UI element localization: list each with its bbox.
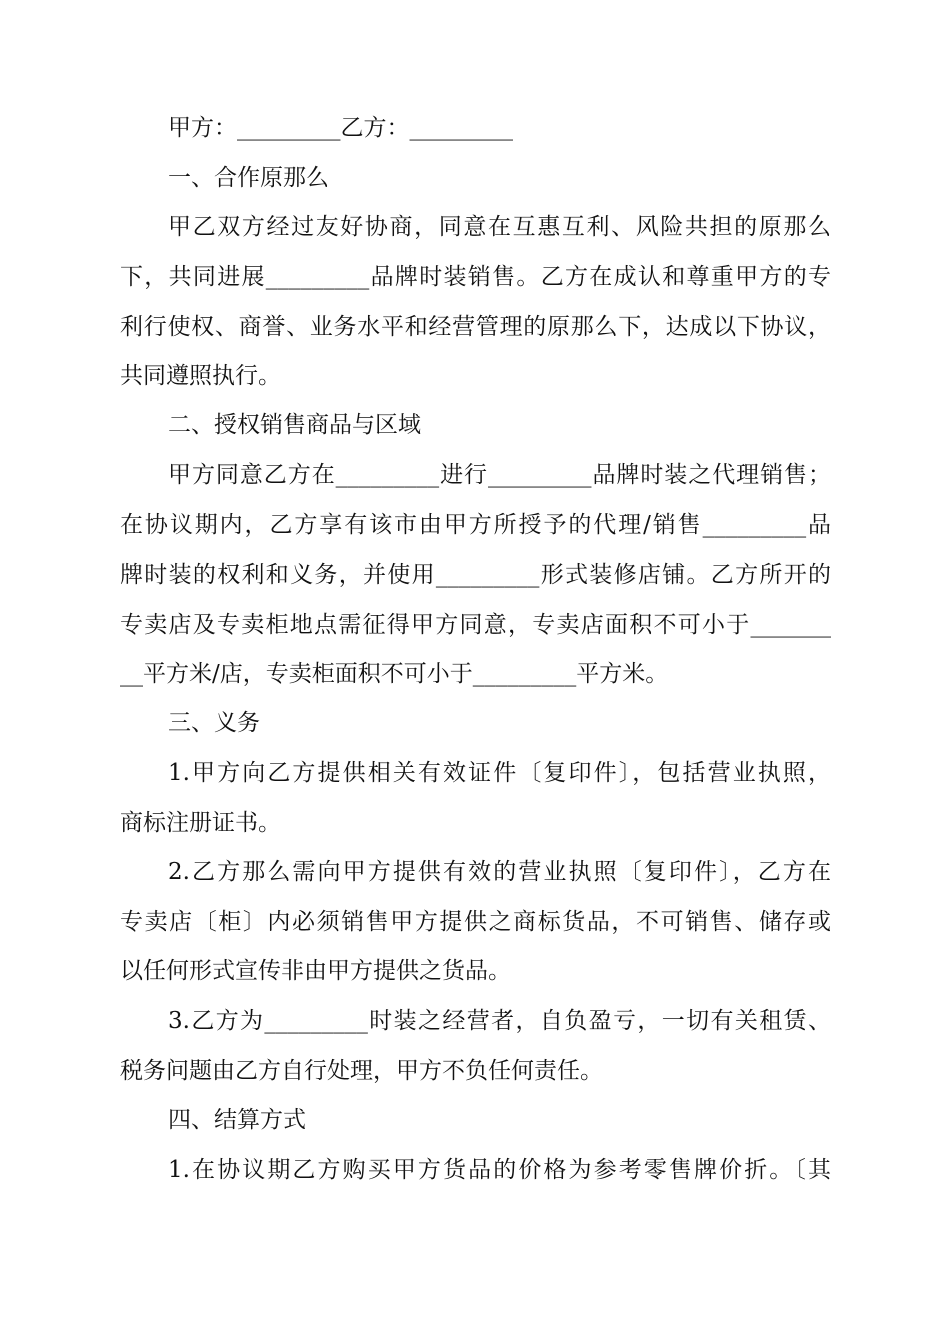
section-heading-1: 一、合作原那么	[168, 165, 329, 191]
section-heading-4: 四、结算方式	[168, 1107, 306, 1133]
paragraph-line: 商标注册证书。	[120, 810, 281, 836]
paragraph-line: 甲方同意乙方在_________进行_________品牌时装之代理销售；	[168, 462, 831, 488]
paragraph-line: 利行使权、商誉、业务水平和经营管理的原那么下，达成以下协议，	[120, 314, 831, 340]
paragraph-line: 专卖店及专卖柜地点需征得甲方同意，专卖店面积不可小于_______	[120, 612, 831, 638]
paragraph-line: 专卖店〔柜〕内必须销售甲方提供之商标货品，不可销售、储存或	[120, 909, 831, 935]
paragraph-line: 牌时装的权利和义务，并使用_________形式装修店铺。乙方所开的	[120, 562, 831, 588]
paragraph-line: 3.乙方为_________时装之经营者，自负盈亏，一切有关租赁、	[168, 1008, 831, 1034]
paragraph-line: 甲乙双方经过友好协商，同意在互惠互利、风险共担的原那么	[168, 214, 831, 240]
paragraph-line: 以任何形式宣传非由甲方提供之货品。	[120, 958, 511, 984]
section-heading-2: 二、授权销售商品与区域	[168, 412, 421, 438]
paragraph-line: 税务问题由乙方自行处理，甲方不负任何责任。	[120, 1058, 603, 1084]
paragraph-line: 共同遵照执行。	[120, 363, 281, 389]
paragraph-line: 1.甲方向乙方提供相关有效证件〔复印件〕，包括营业执照，	[168, 760, 831, 786]
paragraph-line: __平方米/店，专卖柜面积不可小于_________平方米。	[120, 661, 669, 687]
paragraph-line: 在协议期内，乙方享有该市由甲方所授予的代理/销售_________品	[120, 512, 831, 538]
section-heading-3: 三、义务	[168, 710, 260, 736]
paragraph-line: 1.在协议期乙方购买甲方货品的价格为参考零售牌价折。〔其	[168, 1157, 831, 1183]
paragraph-line: 下，共同进展_________品牌时装销售。乙方在成认和尊重甲方的专	[120, 264, 831, 290]
paragraph-line: 2.乙方那么需向甲方提供有效的营业执照〔复印件〕，乙方在	[168, 859, 831, 885]
party-line: 甲方：_________乙方：_________	[168, 115, 513, 141]
